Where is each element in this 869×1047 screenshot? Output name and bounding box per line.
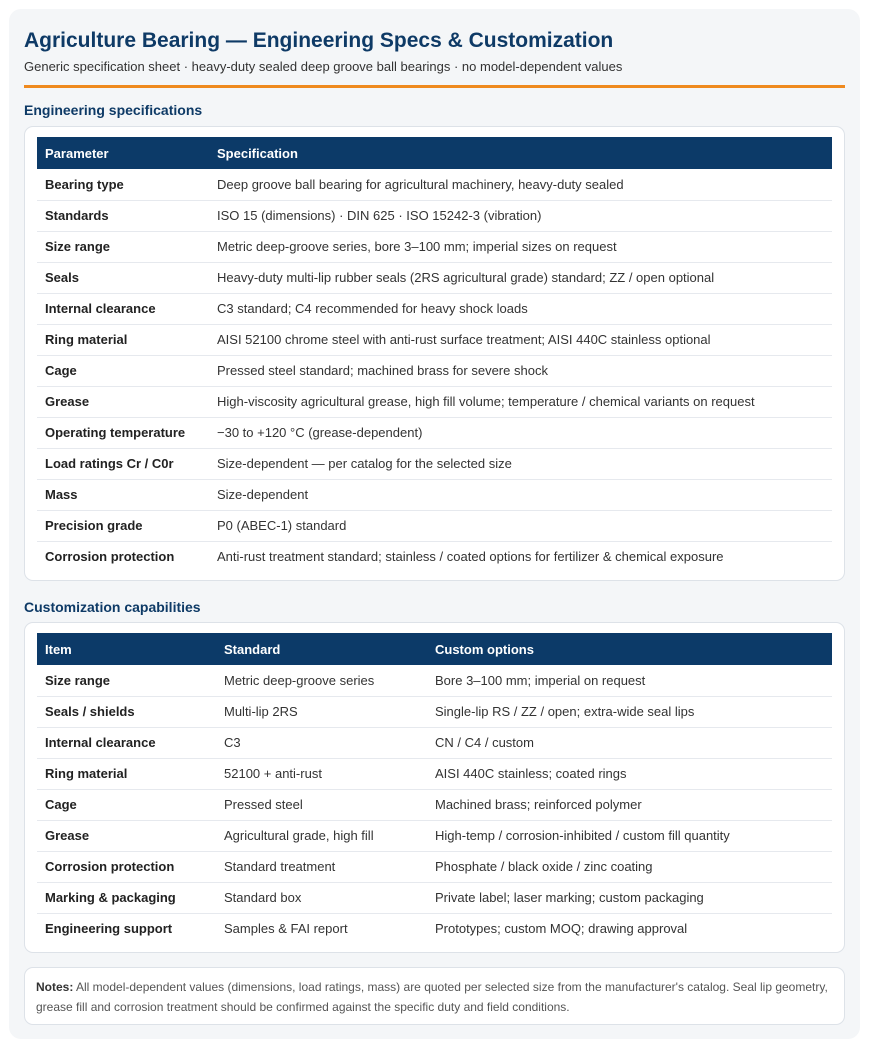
table-row xyxy=(37,913,832,944)
row-value: Size-dependent — per catalog for the selected size xyxy=(209,448,832,479)
page-title: Agriculture Bearing — Engineering Specs & Customization xyxy=(24,29,614,52)
row-value: High-temp / corrosion-inhibited / custom fill quantity xyxy=(427,820,832,851)
row-value: Metric deep-groove series, bore 3–100 mm; imperial sizes on request xyxy=(209,231,832,262)
row-value: Single-lip RS / ZZ / open; extra-wide seal lips xyxy=(427,696,832,727)
page-subtitle: Generic specification sheet · heavy-duty sealed deep groove ball bearings · no model-dependent values xyxy=(24,59,623,74)
specs-table xyxy=(37,137,832,572)
table-row xyxy=(37,882,832,913)
row-value: P0 (ABEC-1) standard xyxy=(209,510,832,541)
table-row xyxy=(37,231,832,262)
row-label: Load ratings Cr / C0r xyxy=(37,448,209,479)
table-row xyxy=(37,293,832,324)
row-label: Cage xyxy=(37,789,216,820)
row-value: ISO 15 (dimensions) · DIN 625 · ISO 15242-3 (vibration) xyxy=(209,200,832,231)
row-value: 52100 + anti-rust xyxy=(216,758,427,789)
specs-col-specification: Specification xyxy=(209,137,832,169)
row-label: Engineering support xyxy=(45,921,173,937)
custom-col-item: Item xyxy=(37,633,216,665)
row-value: High-viscosity agricultural grease, high fill volume; temperature / chemical variants on request xyxy=(209,386,832,417)
specs-card xyxy=(24,126,845,581)
row-value: Phosphate / black oxide / zinc coating xyxy=(427,851,832,882)
custom-table-body xyxy=(37,665,832,944)
custom-col-standard: Standard xyxy=(216,633,427,665)
custom-table xyxy=(37,633,832,944)
row-value: AISI 52100 chrome steel with anti-rust surface treatment; AISI 440C stainless optional xyxy=(209,324,832,355)
table-row xyxy=(37,510,832,541)
row-label: Ring material xyxy=(37,758,216,789)
page-header xyxy=(24,27,845,75)
row-value: Anti-rust treatment standard; stainless / coated options for fertilizer & chemical exposure xyxy=(217,549,724,565)
row-label: Seals / shields xyxy=(37,696,216,727)
row-label: Seals xyxy=(37,262,209,293)
row-label: Corrosion protection xyxy=(45,549,175,565)
row-value: −30 to +120 °C (grease-dependent) xyxy=(209,417,832,448)
notes-box xyxy=(24,967,845,1025)
row-label: Size range xyxy=(37,231,209,262)
row-value: Prototypes; custom MOQ; drawing approval xyxy=(435,921,688,937)
table-row xyxy=(37,789,832,820)
row-value: C3 standard; C4 recommended for heavy shock loads xyxy=(209,293,832,324)
table-row xyxy=(37,355,832,386)
table-row xyxy=(37,324,832,355)
table-row xyxy=(37,386,832,417)
row-value: Agricultural grade, high fill xyxy=(216,820,427,851)
table-row xyxy=(37,758,832,789)
header-divider xyxy=(24,85,845,88)
row-value: Standard box xyxy=(216,882,427,913)
row-label: Size range xyxy=(37,665,216,696)
row-value: AISI 440C stainless; coated rings xyxy=(427,758,832,789)
table-row xyxy=(37,541,832,572)
notes-label: Notes: xyxy=(36,980,74,994)
row-label: Precision grade xyxy=(37,510,209,541)
row-label: Standards xyxy=(37,200,209,231)
table-row xyxy=(37,727,832,758)
table-row xyxy=(37,169,832,200)
row-value: Deep groove ball bearing for agricultural machinery, heavy-duty sealed xyxy=(209,169,832,200)
table-row xyxy=(37,417,832,448)
row-value: Samples & FAI report xyxy=(224,921,348,937)
row-value: Metric deep-groove series xyxy=(216,665,427,696)
table-row xyxy=(37,696,832,727)
row-value: C3 xyxy=(216,727,427,758)
custom-section-title: Customization capabilities xyxy=(24,599,201,615)
row-value: Heavy-duty multi-lip rubber seals (2RS agricultural grade) standard; ZZ / open optional xyxy=(209,262,832,293)
row-value: Pressed steel xyxy=(216,789,427,820)
table-row xyxy=(37,851,832,882)
row-label: Mass xyxy=(37,479,209,510)
specs-col-parameter: Parameter xyxy=(37,137,209,169)
row-value: Standard treatment xyxy=(216,851,427,882)
row-label: Grease xyxy=(37,820,216,851)
table-row xyxy=(37,665,832,696)
row-label: Ring material xyxy=(37,324,209,355)
custom-col-custom-options: Custom options xyxy=(427,633,832,665)
row-label: Operating temperature xyxy=(37,417,209,448)
row-value: Multi-lip 2RS xyxy=(216,696,427,727)
row-label: Bearing type xyxy=(37,169,209,200)
row-value: Machined brass; reinforced polymer xyxy=(427,789,832,820)
table-row xyxy=(37,200,832,231)
custom-card xyxy=(24,622,845,953)
table-row xyxy=(37,448,832,479)
specs-table-body xyxy=(37,169,832,572)
row-value: Bore 3–100 mm; imperial on request xyxy=(427,665,832,696)
row-value: CN / C4 / custom xyxy=(427,727,832,758)
spec-sheet-page xyxy=(9,9,860,1039)
custom-header-row xyxy=(37,633,832,665)
row-label: Internal clearance xyxy=(37,727,216,758)
row-label: Marking & packaging xyxy=(37,882,216,913)
table-row xyxy=(37,262,832,293)
specs-section-title: Engineering specifications xyxy=(24,102,203,118)
row-label: Cage xyxy=(37,355,209,386)
row-label: Grease xyxy=(37,386,209,417)
row-value: Pressed steel standard; machined brass for severe shock xyxy=(209,355,832,386)
row-label: Internal clearance xyxy=(37,293,209,324)
table-row xyxy=(37,820,832,851)
notes-text: All model-dependent values (dimensions, load ratings, mass) are quoted per selected size from the manufacturer's catalog. Seal lip geometry, grease fill and corrosion treatment should be confirmed against the specific duty and field conditions. xyxy=(36,980,828,1014)
table-row xyxy=(37,479,832,510)
row-value: Size-dependent xyxy=(209,479,832,510)
row-value: Private label; laser marking; custom packaging xyxy=(427,882,832,913)
specs-header-row xyxy=(37,137,832,169)
row-label: Corrosion protection xyxy=(37,851,216,882)
